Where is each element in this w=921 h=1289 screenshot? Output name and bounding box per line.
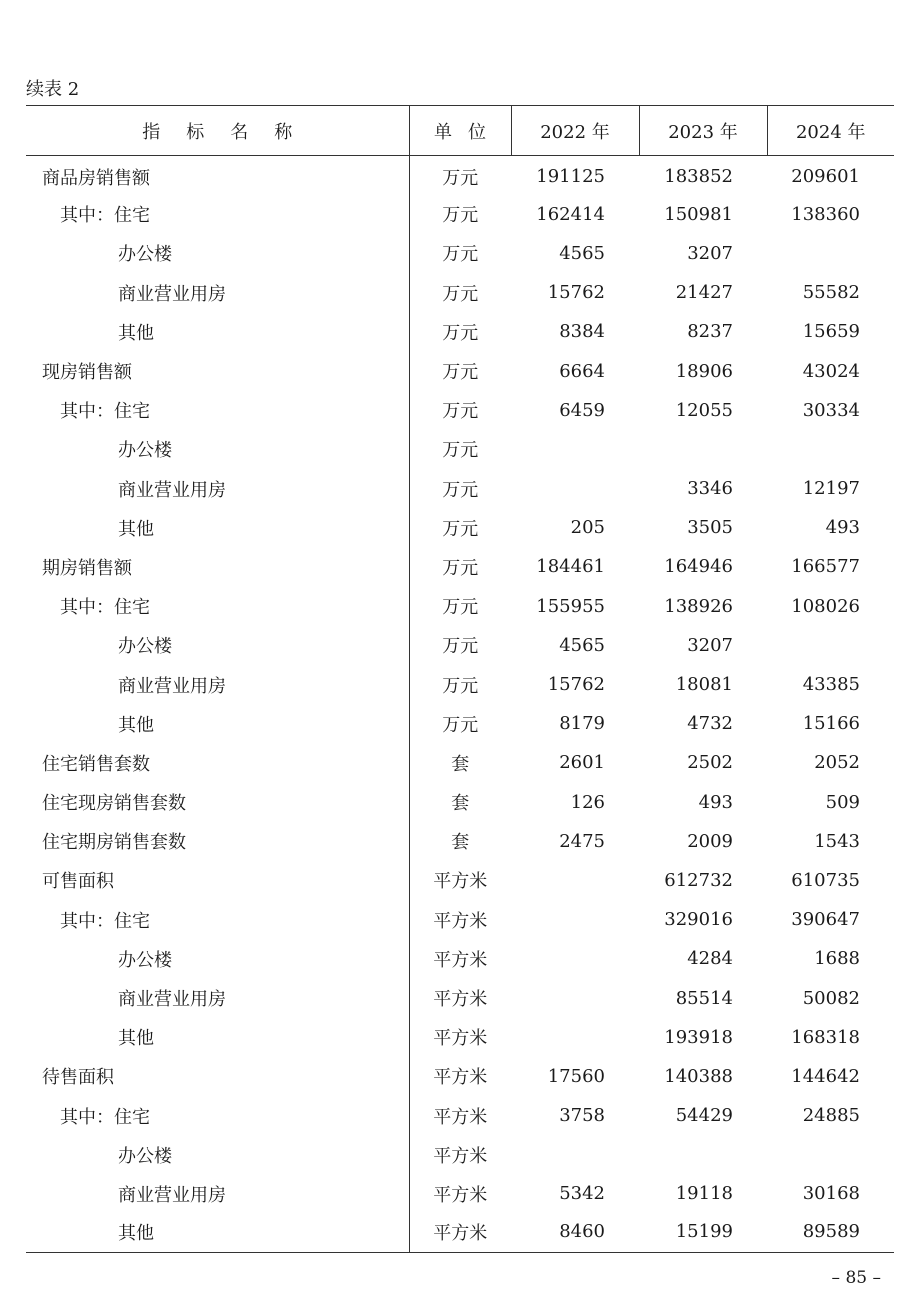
table-row — [26, 547, 894, 586]
value-cell: 138360 — [791, 203, 860, 225]
value-cell — [511, 861, 639, 900]
unit-cell: 万元 — [409, 547, 511, 586]
unit-cell: 平方米 — [409, 939, 511, 978]
value-cell: 509 — [825, 791, 860, 813]
value-cell — [511, 1135, 639, 1174]
value-cell: 85514 — [675, 987, 733, 1009]
indicator-name-cell: 其中：住宅 — [60, 1106, 150, 1128]
value-cell: 6664 — [559, 360, 605, 382]
indicator-name-cell: 其他 — [118, 322, 154, 344]
value-cell: 12197 — [802, 478, 860, 500]
value-cell: 183852 — [664, 166, 733, 188]
unit-cell: 套 — [409, 743, 511, 782]
table-row — [26, 273, 894, 312]
indicator-name-cell: 商业营业用房 — [118, 283, 226, 305]
value-cell: 150981 — [664, 203, 733, 225]
indicator-name-cell: 住宅期房销售套数 — [42, 832, 186, 854]
value-cell: 54429 — [675, 1105, 733, 1127]
table-caption: 续表 2 — [26, 79, 80, 100]
table-row — [26, 508, 894, 547]
value-cell — [767, 1135, 894, 1174]
table-row — [26, 156, 894, 195]
indicator-name-cell: 商业营业用房 — [118, 479, 226, 501]
value-cell — [639, 430, 767, 469]
table-row — [26, 312, 894, 351]
value-cell — [767, 626, 894, 665]
unit-cell: 万元 — [409, 391, 511, 430]
indicator-name-cell: 其他 — [118, 1028, 154, 1050]
value-cell: 168318 — [791, 1026, 860, 1048]
value-cell — [511, 430, 639, 469]
value-cell: 493 — [698, 791, 733, 813]
value-cell: 15659 — [802, 321, 860, 343]
value-cell: 126 — [570, 791, 605, 813]
value-cell: 155955 — [536, 595, 605, 617]
value-cell — [767, 234, 894, 273]
value-cell: 193918 — [664, 1026, 733, 1048]
value-cell: 18081 — [675, 674, 733, 696]
value-cell: 15199 — [639, 1214, 767, 1253]
value-cell: 390647 — [791, 909, 860, 931]
value-cell: 166577 — [791, 556, 860, 578]
value-cell — [511, 900, 639, 939]
value-cell: 8179 — [559, 713, 605, 735]
header-year-2022: 2022 年 — [511, 106, 639, 156]
value-cell: 15762 — [547, 282, 605, 304]
value-cell: 43024 — [802, 360, 860, 382]
indicator-name-cell: 商业营业用房 — [118, 989, 226, 1011]
table-row — [26, 626, 894, 665]
unit-cell: 万元 — [409, 430, 511, 469]
indicator-name-cell: 其中：住宅 — [60, 910, 150, 932]
unit-cell: 平方米 — [409, 978, 511, 1017]
value-cell: 205 — [570, 517, 605, 539]
value-cell: 6459 — [559, 399, 605, 421]
value-cell: 162414 — [536, 203, 605, 225]
indicator-name-cell: 商业营业用房 — [118, 1184, 226, 1206]
unit-cell: 万元 — [409, 195, 511, 234]
value-cell — [511, 978, 639, 1017]
value-cell: 184461 — [536, 556, 605, 578]
header-indicator-name: 指标名称 — [26, 106, 409, 156]
unit-cell: 万元 — [409, 234, 511, 273]
unit-cell: 万元 — [409, 312, 511, 351]
unit-cell: 万元 — [409, 587, 511, 626]
value-cell: 108026 — [791, 595, 860, 617]
indicator-name-cell: 其中：住宅 — [60, 401, 150, 423]
header-year-2024: 2024 年 — [767, 106, 894, 156]
page-number: – 85 – — [831, 1268, 881, 1288]
table-row — [26, 1135, 894, 1174]
value-cell — [511, 469, 639, 508]
indicator-name-cell: 可售面积 — [42, 871, 114, 893]
value-cell: 15166 — [802, 713, 860, 735]
indicator-name-cell: 办公楼 — [118, 949, 172, 971]
table-row — [26, 469, 894, 508]
value-cell: 164946 — [664, 556, 733, 578]
unit-cell: 平方米 — [409, 1135, 511, 1174]
unit-cell: 万元 — [409, 508, 511, 547]
value-cell: 3207 — [687, 634, 733, 656]
table-header-row — [26, 106, 894, 156]
unit-cell: 平方米 — [409, 1057, 511, 1096]
indicator-name-cell: 办公楼 — [118, 1145, 172, 1167]
indicator-name-cell: 住宅现房销售套数 — [42, 793, 186, 815]
table-row — [26, 587, 894, 626]
table-row — [26, 939, 894, 978]
value-cell: 89589 — [767, 1214, 894, 1253]
value-cell: 2009 — [687, 830, 733, 852]
table-row — [26, 351, 894, 390]
indicator-name-cell: 现房销售额 — [42, 362, 132, 384]
table-body — [26, 156, 894, 1253]
table-row — [26, 1018, 894, 1057]
unit-cell: 平方米 — [409, 861, 511, 900]
header-unit: 单位 — [409, 106, 511, 156]
unit-cell: 万元 — [409, 156, 511, 195]
table-row — [26, 195, 894, 234]
value-cell: 2475 — [559, 830, 605, 852]
unit-cell: 平方米 — [409, 1214, 511, 1253]
indicator-name-cell: 其他 — [118, 714, 154, 736]
value-cell — [767, 430, 894, 469]
value-cell: 50082 — [802, 987, 860, 1009]
value-cell: 55582 — [802, 282, 860, 304]
table-row — [26, 743, 894, 782]
value-cell — [511, 1018, 639, 1057]
indicator-name-cell: 待售面积 — [42, 1067, 114, 1089]
unit-cell: 万元 — [409, 704, 511, 743]
table-row — [26, 234, 894, 273]
value-cell: 21427 — [675, 282, 733, 304]
value-cell: 1688 — [814, 948, 860, 970]
indicator-name-cell: 办公楼 — [118, 636, 172, 658]
value-cell: 4565 — [559, 242, 605, 264]
value-cell: 19118 — [675, 1183, 733, 1205]
indicator-name-cell: 其中：住宅 — [60, 597, 150, 619]
unit-cell: 平方米 — [409, 1174, 511, 1213]
value-cell: 3346 — [687, 478, 733, 500]
value-cell: 30334 — [802, 399, 860, 421]
value-cell: 4732 — [687, 713, 733, 735]
unit-cell: 万元 — [409, 469, 511, 508]
indicator-name-cell: 其他 — [26, 1214, 409, 1253]
unit-cell: 平方米 — [409, 900, 511, 939]
unit-cell: 套 — [409, 822, 511, 861]
table-row — [26, 391, 894, 430]
value-cell: 5342 — [559, 1183, 605, 1205]
table-row — [26, 783, 894, 822]
header-year-2023: 2023 年 — [639, 106, 767, 156]
indicator-name-cell: 商品房销售额 — [42, 167, 150, 189]
indicator-name-cell: 住宅销售套数 — [42, 753, 150, 775]
indicator-name-cell: 办公楼 — [118, 440, 172, 462]
value-cell: 15762 — [547, 674, 605, 696]
value-cell: 493 — [825, 517, 860, 539]
table-row — [26, 861, 894, 900]
value-cell: 30168 — [802, 1183, 860, 1205]
indicator-name-cell: 其他 — [118, 518, 154, 540]
unit-cell: 万元 — [409, 273, 511, 312]
value-cell: 209601 — [791, 166, 860, 188]
value-cell — [511, 939, 639, 978]
value-cell: 4284 — [687, 948, 733, 970]
table-row — [26, 1174, 894, 1213]
table-row — [26, 430, 894, 469]
indicator-name-cell: 期房销售额 — [42, 557, 132, 579]
table-row — [26, 978, 894, 1017]
value-cell: 612732 — [664, 869, 733, 891]
unit-cell: 万元 — [409, 665, 511, 704]
unit-cell: 万元 — [409, 626, 511, 665]
value-cell: 138926 — [664, 595, 733, 617]
value-cell: 18906 — [675, 360, 733, 382]
value-cell: 8384 — [559, 321, 605, 343]
value-cell: 3758 — [559, 1105, 605, 1127]
value-cell: 2601 — [559, 752, 605, 774]
value-cell: 3207 — [687, 242, 733, 264]
table-row — [26, 1057, 894, 1096]
table-row — [26, 1214, 894, 1253]
table-row — [26, 704, 894, 743]
indicator-name-cell: 办公楼 — [118, 244, 172, 266]
value-cell: 329016 — [664, 909, 733, 931]
value-cell: 2052 — [814, 752, 860, 774]
value-cell: 4565 — [559, 634, 605, 656]
value-cell: 2502 — [687, 752, 733, 774]
value-cell: 610735 — [791, 869, 860, 891]
table-row — [26, 1096, 894, 1135]
indicator-name-cell: 商业营业用房 — [118, 675, 226, 697]
value-cell: 8237 — [687, 321, 733, 343]
value-cell: 8460 — [511, 1214, 639, 1253]
value-cell: 140388 — [664, 1065, 733, 1087]
value-cell: 1543 — [814, 830, 860, 852]
value-cell: 24885 — [802, 1105, 860, 1127]
value-cell — [639, 1135, 767, 1174]
unit-cell: 套 — [409, 783, 511, 822]
table-row — [26, 900, 894, 939]
unit-cell: 平方米 — [409, 1018, 511, 1057]
value-cell: 17560 — [547, 1065, 605, 1087]
indicator-name-cell: 其中：住宅 — [60, 205, 150, 227]
statistics-table — [26, 105, 894, 1253]
value-cell: 12055 — [675, 399, 733, 421]
value-cell: 144642 — [791, 1065, 860, 1087]
value-cell: 191125 — [536, 166, 605, 188]
unit-cell: 平方米 — [409, 1096, 511, 1135]
value-cell: 3505 — [687, 517, 733, 539]
unit-cell: 万元 — [409, 351, 511, 390]
table-row — [26, 822, 894, 861]
value-cell: 43385 — [802, 674, 860, 696]
table-row — [26, 665, 894, 704]
